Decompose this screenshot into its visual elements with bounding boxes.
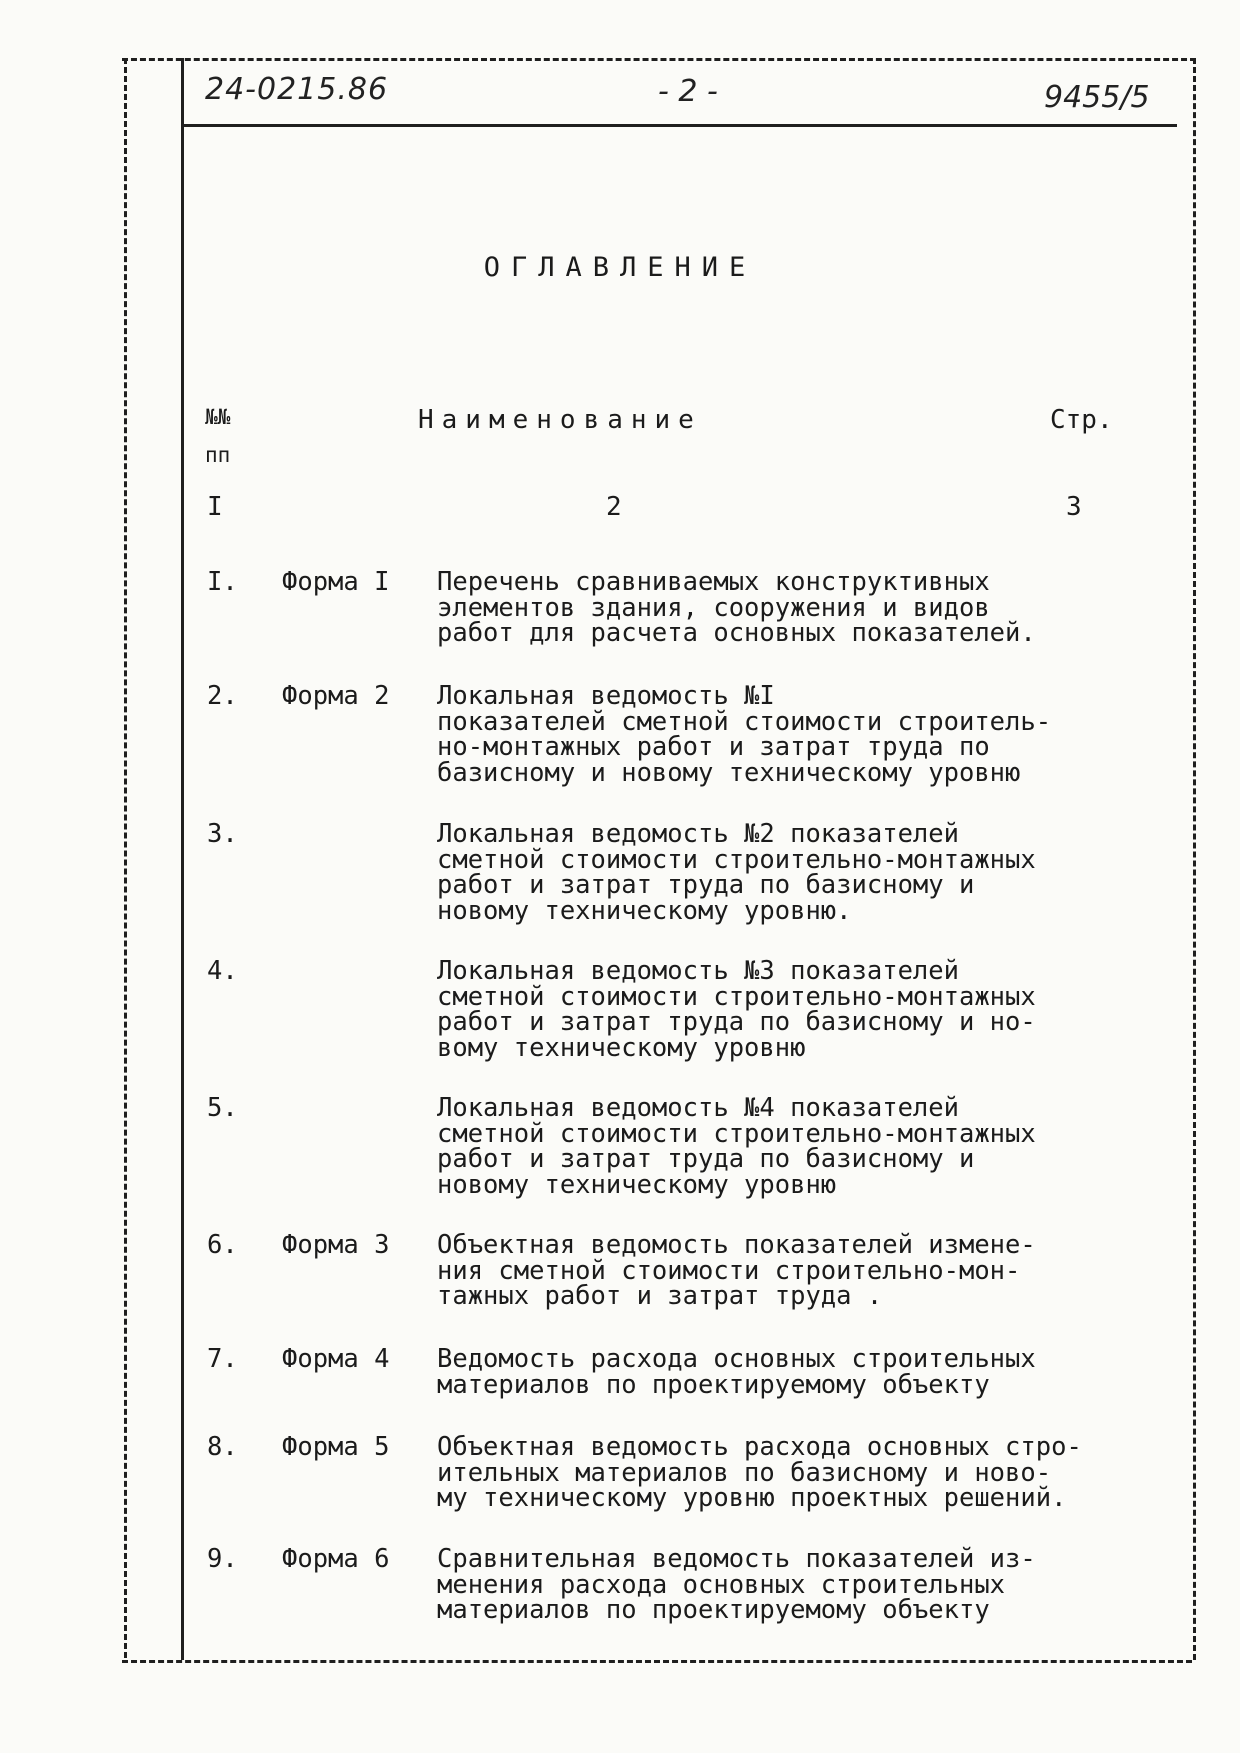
header-divider xyxy=(181,124,1177,127)
entry-form: Форма 3 xyxy=(282,1230,390,1260)
entry-title: Локальная ведомость №2 показателей сметной стоимости строительно-монтажных работ и затрат труда по базисному и новому техническому уровню. xyxy=(437,819,1036,926)
column-number-1: I xyxy=(207,492,223,522)
entry-form: Форма I xyxy=(282,567,390,597)
page-number: - 2 - xyxy=(658,74,718,109)
entry-title: Ведомость расхода основных строительных материалов по проектируемому объекту xyxy=(437,1344,1036,1400)
column-number-3: 3 xyxy=(1066,492,1082,522)
entry-title: Локальная ведомость №3 показателей сметной стоимости строительно-монтажных работ и затрат труда по базисному и но- вому техническому уровню xyxy=(437,956,1036,1063)
entry-number: 2. xyxy=(207,681,238,711)
frame-top-border xyxy=(122,58,1196,61)
column-header-number: №№ пп xyxy=(205,405,231,467)
entry-number: 7. xyxy=(207,1344,238,1374)
sheet-reference: 9455/5 xyxy=(1044,80,1150,115)
entry-number: 9. xyxy=(207,1544,238,1574)
entry-form: Форма 6 xyxy=(282,1544,390,1574)
entry-number: 8. xyxy=(207,1432,238,1462)
entry-title: Объектная ведомость расхода основных стро- ительных материалов по базисному и ново- му техническому уровню проектных решений. xyxy=(437,1432,1082,1513)
entry-title: Перечень сравниваемых конструктивных элементов здания, сооружения и видов работ для расчета основных показателей. xyxy=(437,567,1036,648)
entry-form: Форма 5 xyxy=(282,1432,390,1462)
frame-binding-line xyxy=(181,58,184,1660)
entry-form: Форма 4 xyxy=(282,1344,390,1374)
entry-number: 6. xyxy=(207,1230,238,1260)
frame-right-border xyxy=(1193,58,1196,1660)
frame-left-border xyxy=(124,58,127,1658)
entry-title: Сравнительная ведомость показателей из- менения расхода основных строительных материалов по проектируемому объекту xyxy=(437,1544,1036,1625)
document-code: 24-0215.86 xyxy=(205,72,389,107)
entry-number: 3. xyxy=(207,819,238,849)
column-header-page: Стр. xyxy=(1050,405,1113,435)
column-header-name: Наименование xyxy=(418,405,702,435)
entry-number: 4. xyxy=(207,956,238,986)
entry-number: I. xyxy=(207,567,238,597)
page-title: ОГЛАВЛЕНИЕ xyxy=(483,252,757,283)
frame-bottom-border xyxy=(122,1660,1192,1663)
entry-title: Локальная ведомость №4 показателей сметной стоимости строительно-монтажных работ и затрат труда по базисному и новому техническому уровню xyxy=(437,1093,1036,1200)
entry-title: Объектная ведомость показателей измене- ния сметной стоимости строительно-мон- тажных работ и затрат труда . xyxy=(437,1230,1036,1311)
entry-title: Локальная ведомость №I показателей сметной стоимости строитель- но-монтажных работ и затрат труда по базисному и новому техническому уровню xyxy=(437,681,1052,788)
entry-number: 5. xyxy=(207,1093,238,1123)
column-number-2: 2 xyxy=(606,492,622,522)
entry-form: Форма 2 xyxy=(282,681,390,711)
